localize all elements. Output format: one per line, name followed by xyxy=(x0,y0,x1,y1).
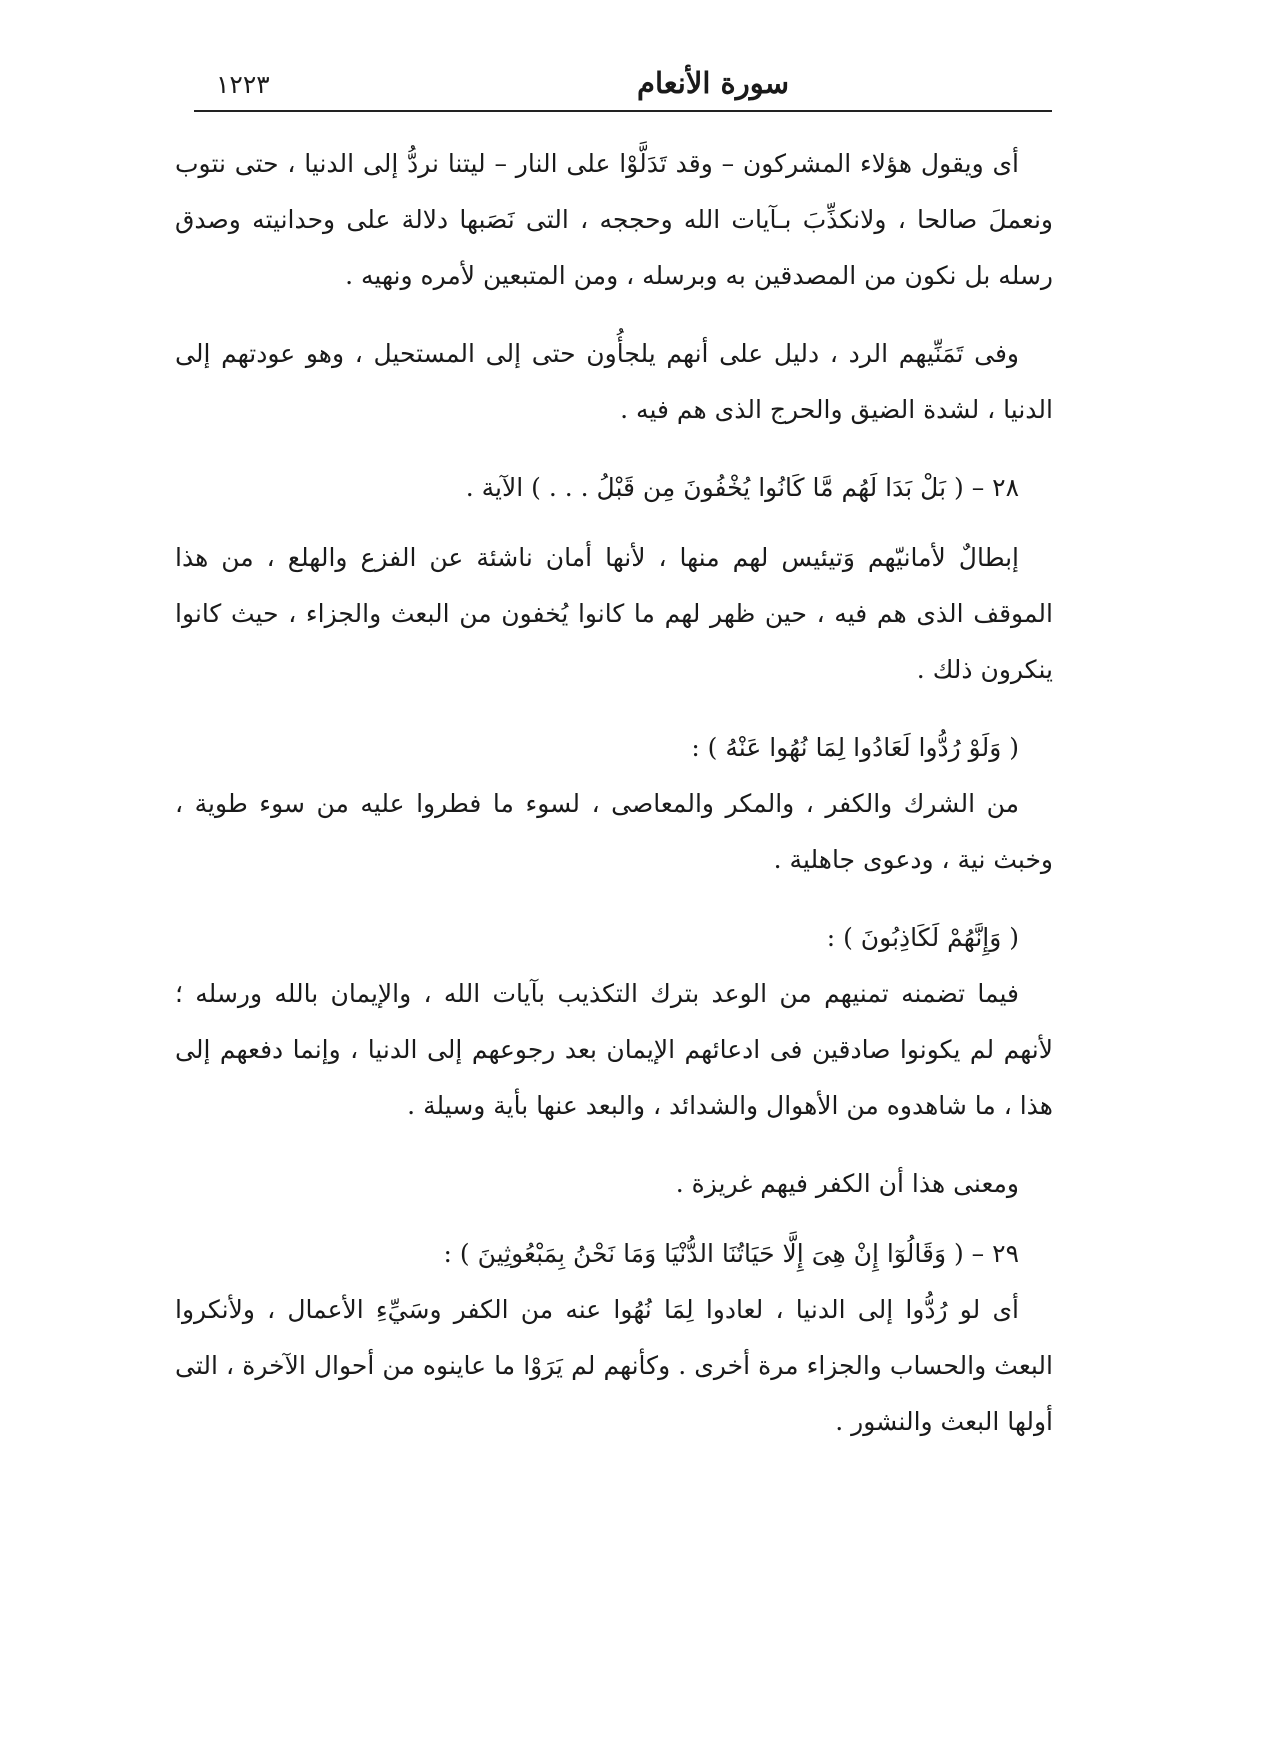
verse-heading: ٢٨ – ( بَلْ بَدَا لَهُم مَّا كَانُوا يُخْفُونَ مِن قَبْلُ . . . ) الآية . xyxy=(465,473,1019,502)
paragraph: فيما تضمنه تمنيهم من الوعد بترك التكذيب بآيات الله ، والإيمان بالله ورسله ؛ لأنهم لم يكونوا صادقين فى ادعائهم الإيمان بعد رجوعهم إلى الدنيا ، وإنما دفعهم إلى هذا ، ما شاهدوه من الأهوال والشدائد ، والبعد عنها بأية وسيلة . xyxy=(175,979,1053,1120)
page-header xyxy=(194,58,1052,112)
verse-quote: ( وَإِنَّهُمْ لَكَاذِبُونَ ) : xyxy=(826,923,1019,952)
verse-heading: ٢٩ – ( وَقَالُوٓا إِنْ هِىَ إِلَّا حَيَاتُنَا الدُّنْيَا وَمَا نَحْنُ بِمَبْعُوثِينَ ) : xyxy=(443,1239,1019,1268)
paragraph: من الشرك والكفر ، والمكر والمعاصى ، لسوء ما فطروا عليه من سوء طوية ، وخبث نية ، ودعوى جاهلية . xyxy=(175,789,1053,874)
paragraph: ومعنى هذا أن الكفر فيهم غريزة . xyxy=(675,1169,1019,1198)
paragraph: إبطالٌ لأمانيّهم وَتيئيس لهم منها ، لأنها أمان ناشئة عن الفزع والهلع ، من هذا الموقف الذى هم فيه ، حين ظهر لهم ما كانوا يُخفون من البعث والجزاء ، حيث كانوا ينكرون ذلك . xyxy=(175,543,1053,684)
paragraph: أى ويقول هؤلاء المشركون – وقد تَدَلَّوْا على النار – ليتنا نردُّ إلى الدنيا ، حتى نتوب ونعملَ صالحا ، ولانكذِّبَ بـآيات الله وحججه ، التى نَصَبها دلالة على وحدانيته وصدق رسله بل نكون من المصدقين به وبرسله ، ومن المتبعين لأمره ونهيه . xyxy=(175,149,1053,290)
paragraph: أى لو رُدُّوا إلى الدنيا ، لعادوا لِمَا نُهُوا عنه من الكفر وسَيِّءِ الأعمال ، ولأنكروا البعث والحساب والجزاء مرة أخرى . وكأنهم لم يَرَوْا ما عاينوه من أحوال الآخرة ، التى أولها البعث والنشور . xyxy=(175,1295,1053,1436)
paragraph: وفى تَمَنِّيهم الرد ، دليل على أنهم يلجأُون حتى إلى المستحيل ، وهو عودتهم إلى الدنيا ، لشدة الضيق والحرج الذى هم فيه . xyxy=(175,339,1053,424)
page-body xyxy=(175,136,1053,1450)
verse-quote: ( وَلَوْ رُدُّوا لَعَادُوا لِمَا نُهُوا عَنْهُ ) : xyxy=(691,733,1019,762)
running-title: سورة الأنعام xyxy=(636,66,790,100)
page-number: ١٢٢٣ xyxy=(216,70,270,99)
